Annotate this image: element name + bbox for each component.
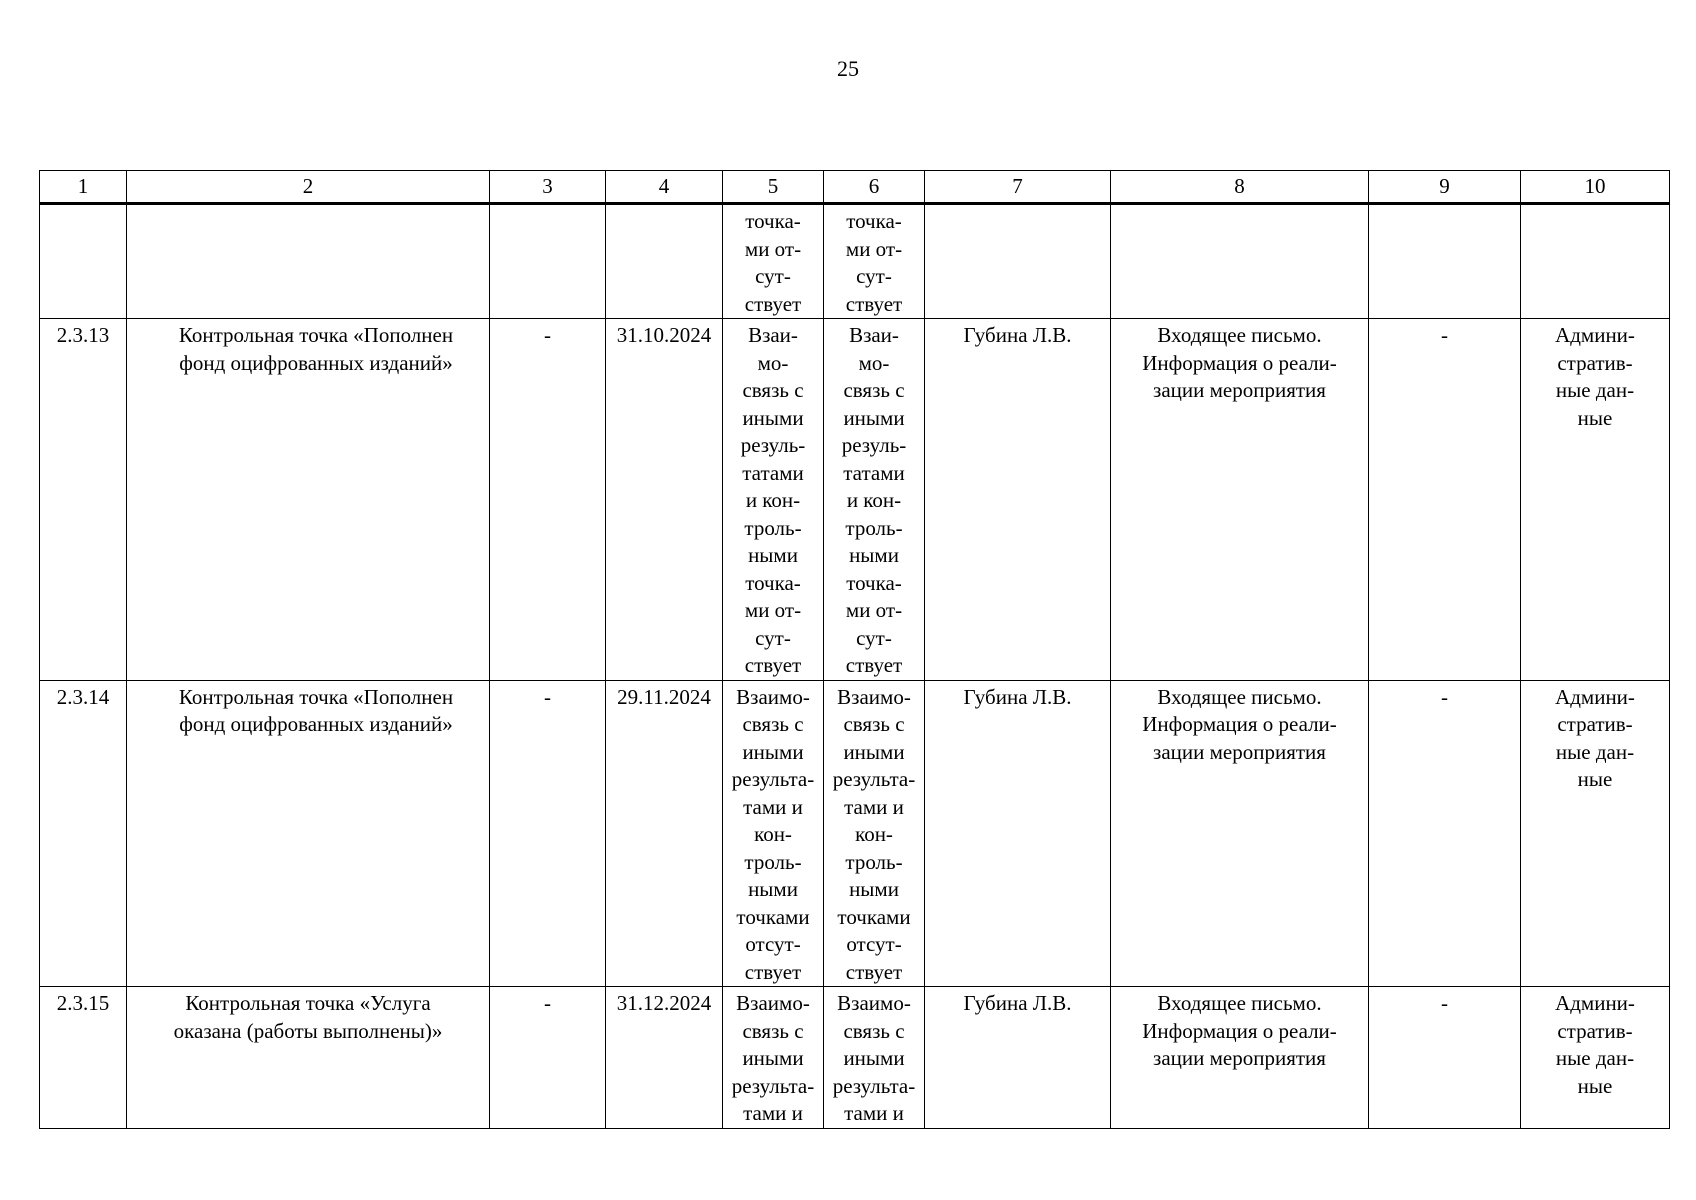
- cell-line: Админи-: [1555, 323, 1635, 347]
- cell-document: [1111, 204, 1369, 319]
- cell-line: ствует: [744, 653, 802, 677]
- cell-col9: [1369, 204, 1521, 319]
- cell-line: кон-: [855, 822, 893, 846]
- cell-line: татами: [742, 460, 804, 485]
- cell-name: [127, 987, 490, 1129]
- cell-line: Админи-: [1555, 684, 1635, 709]
- cell-line: иными: [742, 739, 804, 764]
- cell-line: связь с: [843, 1018, 905, 1043]
- cell-line: зации мероприятия: [1153, 378, 1326, 402]
- cell-date: 29.11.2024: [606, 680, 723, 987]
- cell-col5: [723, 987, 824, 1129]
- cell-line: ными: [748, 877, 798, 901]
- header-cell: 1: [40, 171, 127, 204]
- cell-line: оказана (работы выполнены)»: [173, 1018, 443, 1043]
- cell-line: Входящее письмо.: [1157, 323, 1322, 347]
- cell-line: тами и: [844, 794, 904, 819]
- cell-line: ми от-: [845, 598, 903, 622]
- header-cell: 5: [723, 171, 824, 204]
- cell-line: ствует: [845, 291, 903, 316]
- header-cell: 7: [925, 171, 1111, 204]
- cell-line: результа-: [731, 767, 815, 791]
- cell-line: зации мероприятия: [1153, 1046, 1326, 1070]
- cell-line: ные дан-: [1555, 378, 1635, 402]
- plan-table: [39, 170, 1670, 1129]
- cell-line: сут-: [755, 625, 791, 650]
- cell-line: точками: [736, 904, 810, 929]
- cell-line: иными: [742, 405, 804, 430]
- header-cell: 8: [1111, 171, 1369, 204]
- cell-line: ные: [1577, 767, 1613, 791]
- cell-source: [1521, 680, 1670, 987]
- cell-line: Взаи-: [748, 323, 798, 347]
- table-row: [40, 319, 1670, 681]
- cell-line: связь с: [843, 712, 905, 736]
- cell-date: 31.12.2024: [606, 987, 723, 1129]
- cell-col5: [723, 319, 824, 681]
- cell-line: Входящее письмо.: [1157, 684, 1322, 709]
- cell-col9: -: [1369, 987, 1521, 1129]
- cell-line: Контрольная точка «Пополнен: [178, 323, 454, 347]
- cell-responsible: [925, 204, 1111, 319]
- cell-line: ными: [849, 877, 899, 901]
- cell-line: связь с: [843, 378, 905, 402]
- cell-line: Взаи-: [849, 323, 899, 347]
- cell-line: ствует: [744, 291, 802, 316]
- cell-line: стратив-: [1557, 712, 1633, 736]
- cell-line: стратив-: [1557, 1018, 1633, 1043]
- cell-document: [1111, 987, 1369, 1129]
- cell-line: Взаимо-: [837, 684, 911, 709]
- cell-line: Админи-: [1555, 991, 1635, 1015]
- cell-line: Информация о реали-: [1142, 1018, 1337, 1043]
- cell-line: тами и: [844, 1101, 904, 1125]
- cell-num: 2.3.14: [40, 680, 127, 987]
- cell-line: троль-: [845, 515, 903, 540]
- cell-col6: [824, 204, 925, 319]
- cell-line: Взаимо-: [736, 991, 810, 1015]
- cell-line: татами: [843, 460, 905, 485]
- cell-name: [127, 319, 490, 681]
- cell-line: ствует: [845, 653, 903, 677]
- cell-line: ми от-: [845, 236, 903, 261]
- cell-source: [1521, 987, 1670, 1129]
- cell-col3: [490, 204, 606, 319]
- cell-line: иными: [843, 405, 905, 430]
- cell-col9: -: [1369, 319, 1521, 681]
- table-row: [40, 987, 1670, 1129]
- header-cell: 4: [606, 171, 723, 204]
- cell-col3: -: [490, 319, 606, 681]
- cell-line: фонд оцифрованных изданий»: [179, 712, 453, 736]
- cell-col6: [824, 987, 925, 1129]
- cell-line: связь с: [742, 1018, 804, 1043]
- cell-line: иными: [843, 739, 905, 764]
- cell-line: Контрольная точка «Услуга: [185, 991, 431, 1015]
- header-cell: 10: [1521, 171, 1670, 204]
- cell-responsible: Губина Л.В.: [925, 680, 1111, 987]
- header-cell: 6: [824, 171, 925, 204]
- cell-line: отсут-: [846, 932, 902, 956]
- cell-col9: -: [1369, 680, 1521, 987]
- cell-col6: [824, 319, 925, 681]
- cell-date: [606, 204, 723, 319]
- cell-line: тами и: [743, 1101, 803, 1125]
- header-cell: 9: [1369, 171, 1521, 204]
- cell-line: ствует: [744, 959, 802, 984]
- cell-line: иными: [742, 1046, 804, 1070]
- cell-line: связь с: [742, 712, 804, 736]
- cell-line: результа-: [832, 1073, 916, 1098]
- cell-line: троль-: [744, 515, 802, 540]
- cell-line: Взаимо-: [837, 991, 911, 1015]
- cell-line: ные дан-: [1555, 1046, 1635, 1070]
- cell-line: сут-: [755, 264, 791, 288]
- cell-document: [1111, 319, 1369, 681]
- continuation-row: [40, 204, 1670, 319]
- cell-document: [1111, 680, 1369, 987]
- cell-num: 2.3.13: [40, 319, 127, 681]
- cell-line: и кон-: [745, 488, 801, 512]
- header-cell: 3: [490, 171, 606, 204]
- cell-responsible: Губина Л.В.: [925, 319, 1111, 681]
- cell-name: [127, 204, 490, 319]
- cell-line: резуль-: [740, 433, 806, 457]
- cell-line: иными: [843, 1046, 905, 1070]
- table-row: [40, 680, 1670, 987]
- cell-line: точка-: [745, 570, 801, 595]
- cell-source: [1521, 204, 1670, 319]
- cell-col6: [824, 680, 925, 987]
- cell-line: мо-: [757, 350, 789, 375]
- cell-line: Входящее письмо.: [1157, 991, 1322, 1015]
- cell-line: ствует: [845, 959, 903, 984]
- cell-line: резуль-: [841, 433, 907, 457]
- cell-line: Информация о реали-: [1142, 350, 1337, 375]
- cell-col5: [723, 680, 824, 987]
- cell-line: точками: [837, 904, 911, 929]
- cell-line: точка-: [745, 209, 801, 233]
- cell-col3: -: [490, 680, 606, 987]
- cell-col3: -: [490, 987, 606, 1129]
- cell-source: [1521, 319, 1670, 681]
- cell-line: точка-: [846, 209, 902, 233]
- cell-responsible: Губина Л.В.: [925, 987, 1111, 1129]
- cell-name: [127, 680, 490, 987]
- page-number: 25: [837, 56, 859, 81]
- cell-line: ными: [849, 543, 899, 567]
- cell-line: связь с: [742, 378, 804, 402]
- cell-line: Взаимо-: [736, 684, 810, 709]
- cell-line: ными: [748, 543, 798, 567]
- cell-line: зации мероприятия: [1153, 739, 1326, 764]
- cell-line: кон-: [754, 822, 792, 846]
- cell-line: Информация о реали-: [1142, 712, 1337, 736]
- cell-line: результа-: [832, 767, 916, 791]
- cell-line: троль-: [845, 849, 903, 874]
- cell-line: Контрольная точка «Пополнен: [178, 684, 454, 709]
- cell-date: 31.10.2024: [606, 319, 723, 681]
- cell-num: 2.3.15: [40, 987, 127, 1129]
- cell-line: троль-: [744, 849, 802, 874]
- cell-line: точка-: [846, 570, 902, 595]
- cell-line: результа-: [731, 1073, 815, 1098]
- cell-line: фонд оцифрованных изданий»: [179, 350, 453, 375]
- cell-line: ные: [1577, 1073, 1613, 1098]
- cell-line: стратив-: [1557, 350, 1633, 375]
- cell-col5: [723, 204, 824, 319]
- cell-line: ные дан-: [1555, 739, 1635, 764]
- cell-line: отсут-: [745, 932, 801, 956]
- cell-line: ми от-: [744, 598, 802, 622]
- cell-line: сут-: [856, 264, 892, 288]
- cell-num: [40, 204, 127, 319]
- cell-line: сут-: [856, 625, 892, 650]
- cell-line: и кон-: [846, 488, 902, 512]
- cell-line: тами и: [743, 794, 803, 819]
- header-row: [40, 171, 1670, 204]
- cell-line: мо-: [858, 350, 890, 375]
- cell-line: ные: [1577, 405, 1613, 430]
- header-cell: 2: [127, 171, 490, 204]
- cell-line: ми от-: [744, 236, 802, 261]
